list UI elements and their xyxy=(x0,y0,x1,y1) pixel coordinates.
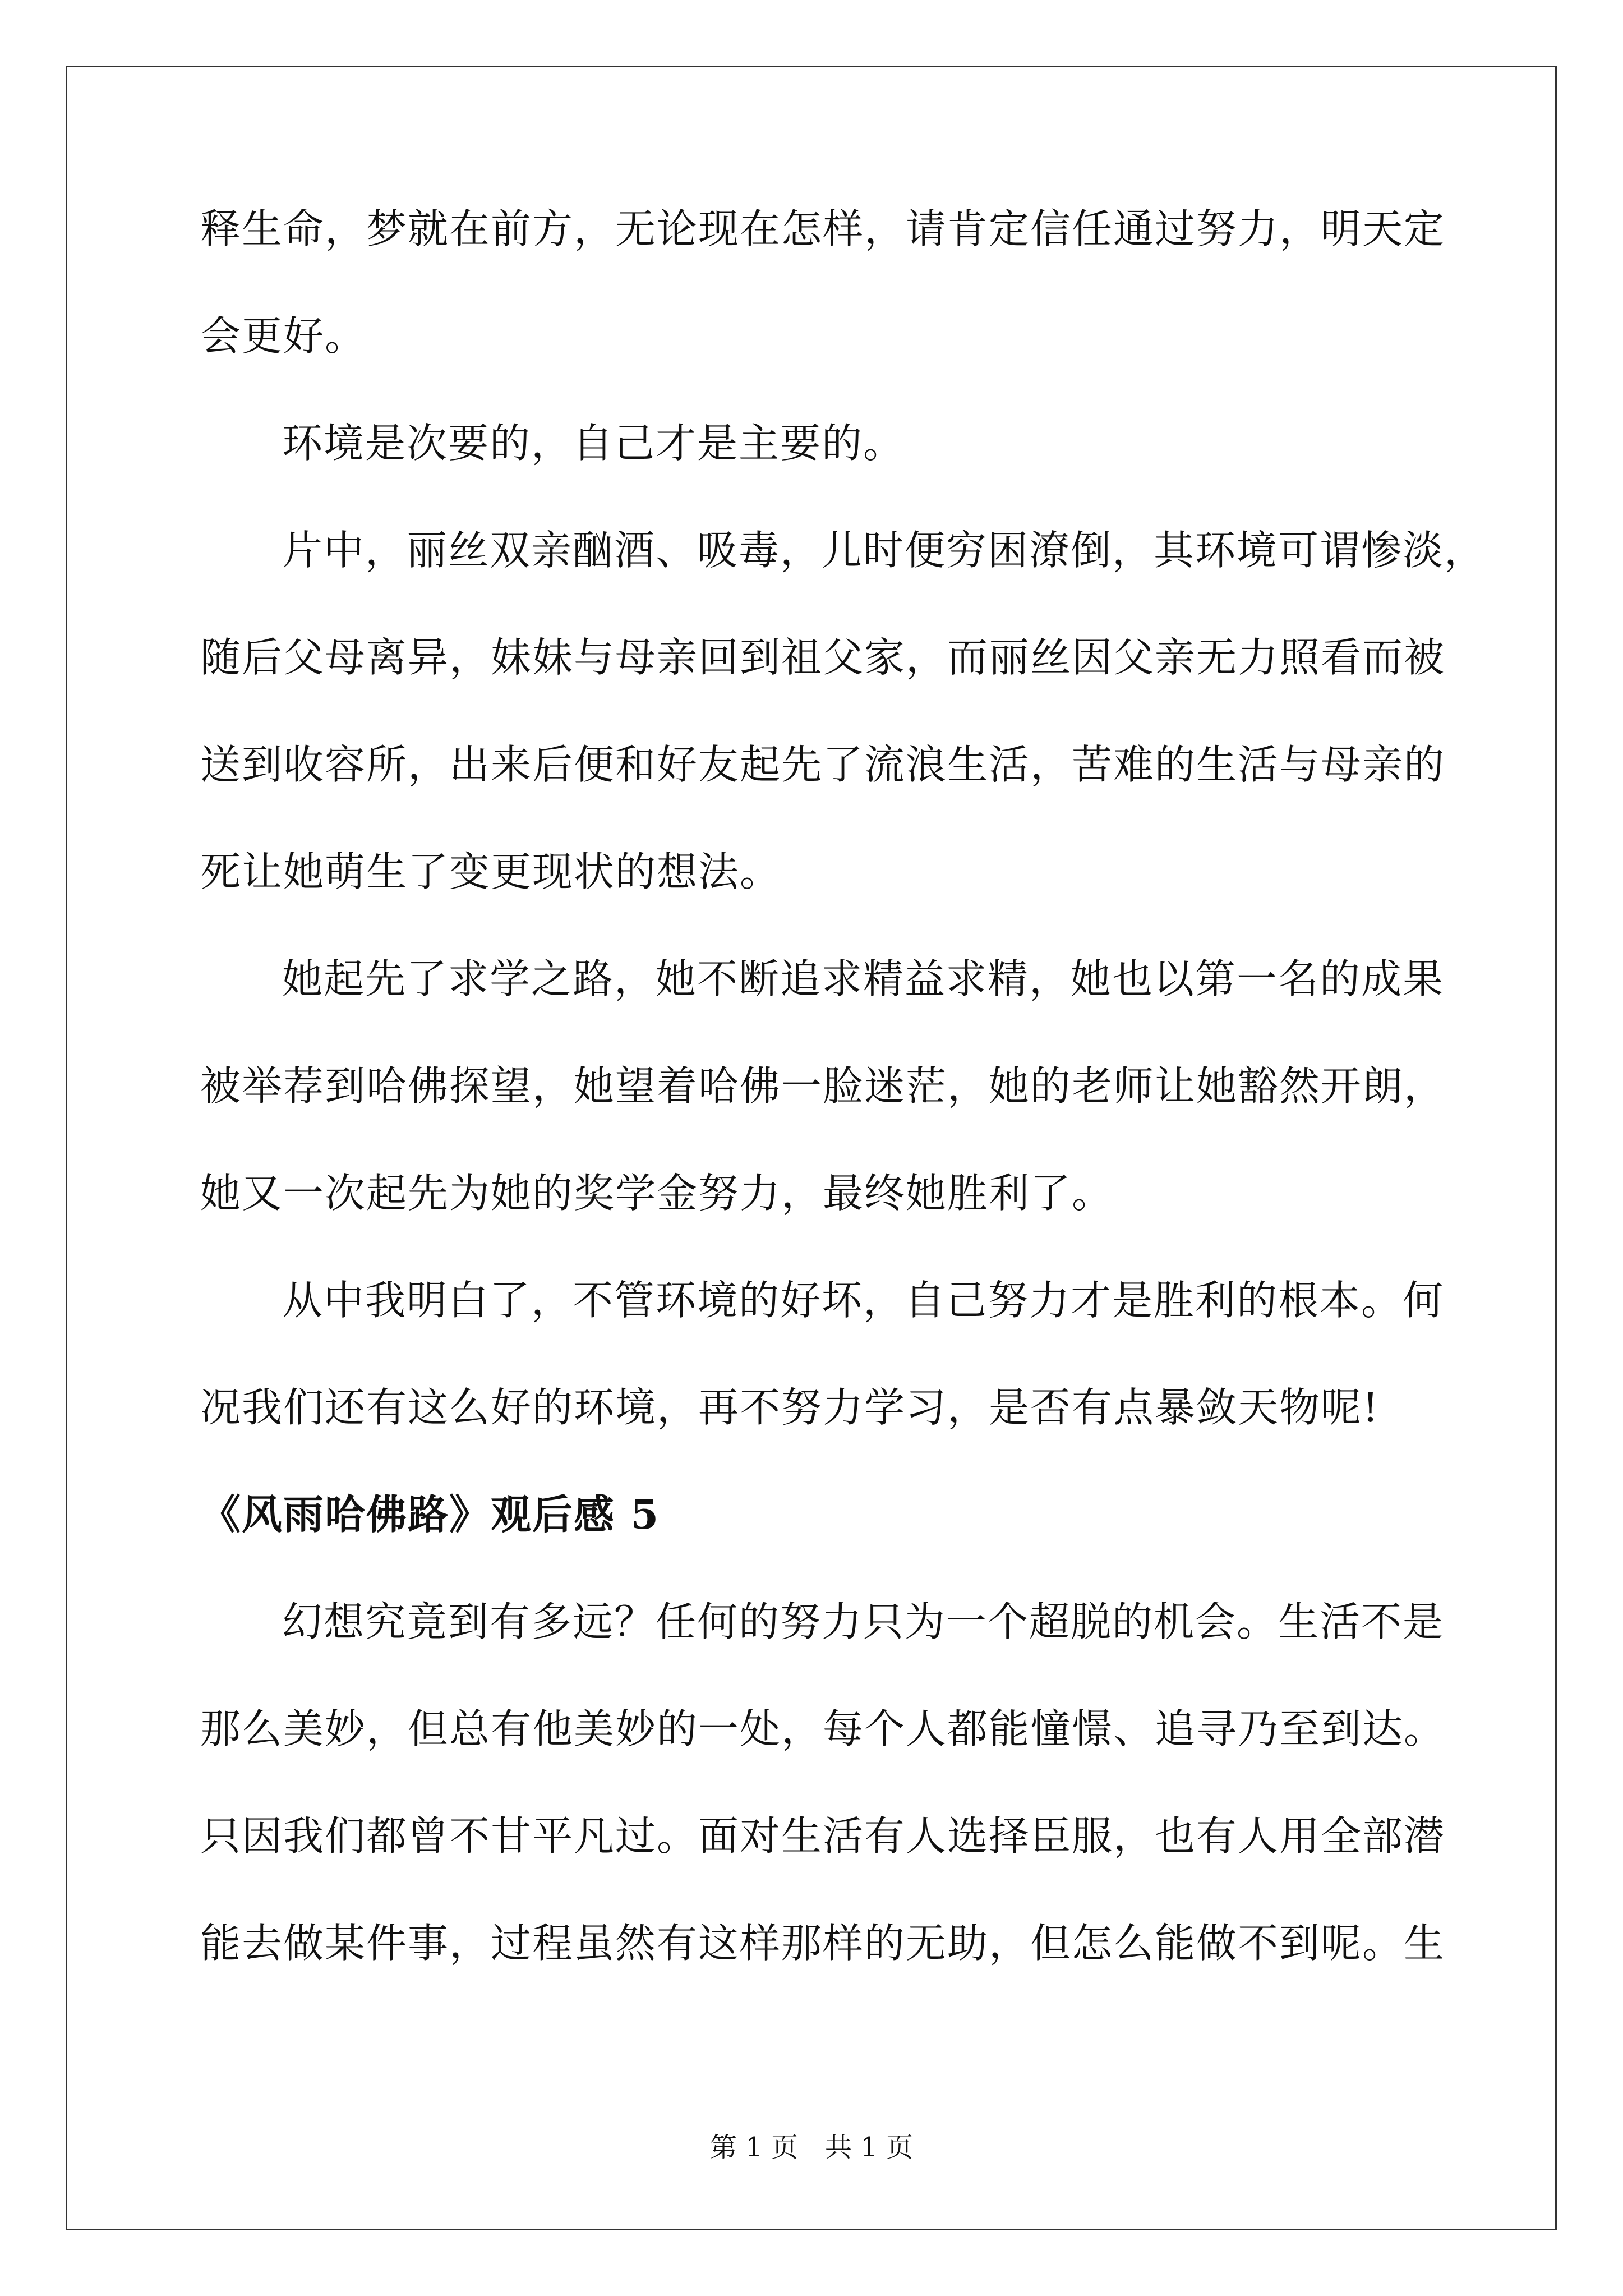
paragraph-line: 被举荐到哈佛探望，她望着哈佛一脸迷茫，她的老师让她豁然开朗， xyxy=(200,1062,1446,1110)
paragraph-line: 她又一次起先为她的奖学金努力，最终她胜利了。 xyxy=(200,1170,1114,1217)
paragraph-line: 会更好。 xyxy=(200,312,367,360)
paragraph-line: 片中，丽丝双亲酗酒、吸毒，儿时便穷困潦倒，其环境可谓惨淡， xyxy=(282,527,1486,574)
paragraph-5 xyxy=(200,1273,1445,1434)
paragraph-2 xyxy=(200,416,1434,470)
paragraph-line: 随后父母离异，妹妹与母亲回到祖父家，而丽丝因父亲无力照看而被 xyxy=(200,634,1446,681)
section-heading: 《风雨哈佛路》观后感 5 xyxy=(200,1490,660,1538)
paragraph-line: 那么美妙，但总有他美妙的一处，每个人都能憧憬、追寻乃至到达。 xyxy=(200,1705,1446,1752)
paragraph-line: 只因我们都曾不甘平凡过。面对生活有人选择臣服，也有人用全部潜 xyxy=(200,1812,1446,1860)
paragraph-line: 环境是次要的，自己才是主要的。 xyxy=(282,420,905,467)
document-body xyxy=(200,202,1486,1970)
paragraph-line: 能去做某件事，过程虽然有这样那样的无助，但怎么能做不到呢。生 xyxy=(200,1920,1446,1967)
paragraph-4 xyxy=(200,952,1446,1220)
paragraph-line: 送到收容所，出来后便和好友起先了流浪生活，苦难的生活与母亲的 xyxy=(200,741,1446,788)
paragraph-line: 况我们还有这么好的环境，再不努力学习，是否有点暴敛天物呢! xyxy=(200,1384,1380,1431)
paragraph-line: 死让她萌生了变更现状的想法。 xyxy=(200,848,782,895)
page-footer: 第 1 页 共 1 页 xyxy=(709,2132,914,2163)
paragraph-line: 从中我明白了，不管环境的好坏，自己努力才是胜利的根本。何 xyxy=(282,1277,1445,1324)
paragraph-3 xyxy=(200,523,1486,899)
paragraph-line: 幻想究竟到有多远？任何的努力只为一个超脱的机会。生活不是 xyxy=(282,1598,1445,1645)
paragraph-line: 释生命，梦就在前方，无论现在怎样，请肯定信任通过努力，明天定 xyxy=(200,205,1446,252)
paragraph-line: 她起先了求学之路，她不断追求精益求精，她也以第一名的成果 xyxy=(282,955,1445,1002)
paragraph-6 xyxy=(200,1595,1446,1970)
paragraph-1 xyxy=(200,202,1446,363)
